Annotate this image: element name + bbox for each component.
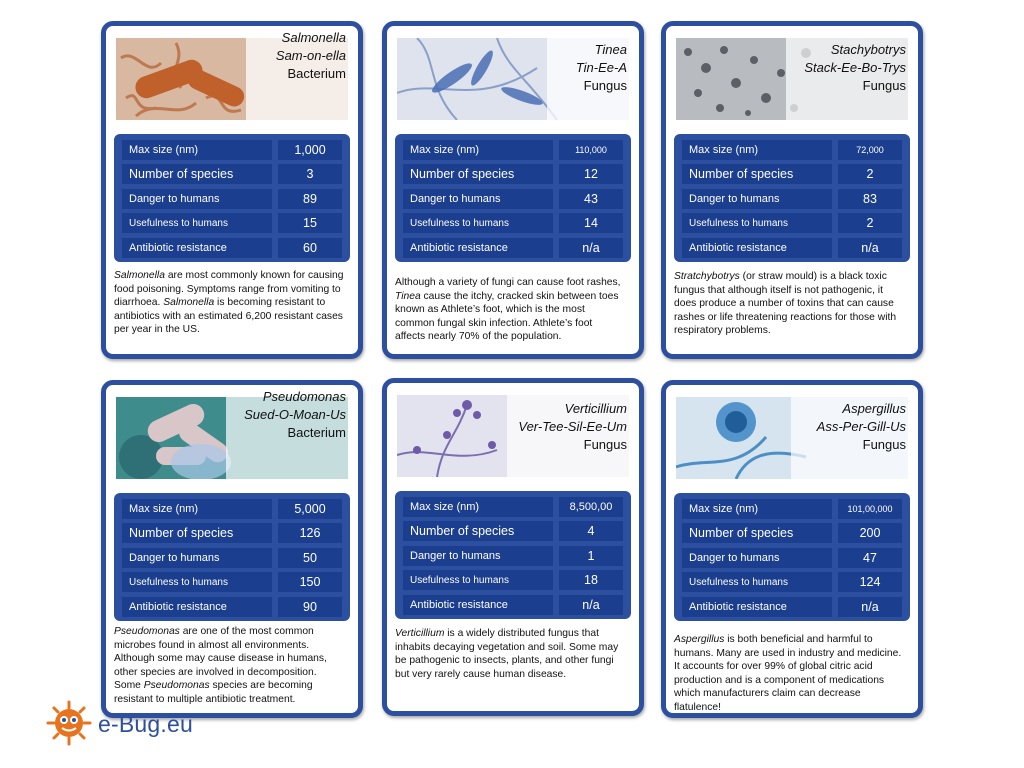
stat-row-max-size xyxy=(403,497,623,517)
name-block xyxy=(518,386,627,454)
stat-value: 200 xyxy=(838,523,902,543)
stat-row-resistance xyxy=(403,238,623,258)
description xyxy=(114,269,344,337)
stat-row-danger xyxy=(682,548,902,568)
stat-value: n/a xyxy=(838,597,902,617)
stat-value: n/a xyxy=(559,595,623,615)
description-text: (or straw mould) is a black toxic fungus that although itself is not pathogenic, it does produce a number of toxins that can cause rashes or life threatening reactions for those with respiratory problems. xyxy=(674,271,897,336)
stats-panel xyxy=(674,134,910,262)
pronunciation: Sam-on-ella xyxy=(275,48,346,63)
stat-row-species xyxy=(682,523,902,543)
stat-label: Max size (nm) xyxy=(682,499,832,519)
stat-value: 3 xyxy=(278,164,342,184)
stat-row-species xyxy=(682,164,902,184)
pronunciation: Ver-Tee-Sil-Ee-Um xyxy=(518,419,627,434)
stat-value: 89 xyxy=(278,189,342,209)
name-block xyxy=(276,29,346,83)
stat-value: 83 xyxy=(838,189,902,209)
microbe-card-pseudomonas xyxy=(101,380,363,718)
stat-row-resistance xyxy=(682,238,902,258)
stat-label: Antibiotic resistance xyxy=(122,597,272,617)
microbe-card-tinea xyxy=(382,21,644,359)
stat-value: 2 xyxy=(838,213,902,233)
stat-label: Antibiotic resistance xyxy=(682,238,832,258)
stat-value: 72,000 xyxy=(838,140,902,160)
stat-value: 2 xyxy=(838,164,902,184)
stat-value: 124 xyxy=(838,572,902,592)
stat-row-species xyxy=(403,521,623,541)
stat-row-resistance xyxy=(122,597,342,617)
stat-row-usefulness xyxy=(682,572,902,592)
stat-label: Danger to humans xyxy=(403,546,553,566)
stats-panel xyxy=(395,491,631,619)
stat-label: Usefulness to humans xyxy=(403,570,553,590)
description-text: are one of the most common microbes found in almost all environments. Although some may cause disease in humans, other species are involved in decomposition. Some xyxy=(114,626,327,691)
stats-panel xyxy=(114,493,350,621)
microbe-type: Fungus xyxy=(862,78,906,93)
description-italic-term: Aspergillus xyxy=(674,634,725,645)
microbe-type: Bacterium xyxy=(287,425,346,440)
description xyxy=(674,270,904,338)
description-italic-term: Stratchybotrys xyxy=(674,271,740,282)
stat-value: 15 xyxy=(278,213,342,233)
stat-value: 90 xyxy=(278,597,342,617)
microbe-type: Fungus xyxy=(583,78,627,93)
stats-panel xyxy=(395,134,631,262)
stat-row-usefulness xyxy=(403,570,623,590)
microbe-card-stachybotrys xyxy=(661,21,923,359)
pronunciation: Tin-Ee-A xyxy=(575,60,627,75)
stat-value: 4 xyxy=(559,521,623,541)
stat-value: 1,000 xyxy=(278,140,342,160)
stat-label: Number of species xyxy=(122,523,272,543)
stat-value: 60 xyxy=(278,238,342,258)
stat-value: 47 xyxy=(838,548,902,568)
stats-panel xyxy=(114,134,350,262)
stat-label: Danger to humans xyxy=(122,548,272,568)
stat-row-resistance xyxy=(403,595,623,615)
description-text: is a widely distributed fungus that inhabits decaying vegetation and soil. Some may be pathogenic to insects, plants, and other fungi but very rarely cause human disease. xyxy=(395,628,619,680)
stat-label: Antibiotic resistance xyxy=(122,238,272,258)
description xyxy=(114,625,344,706)
stat-label: Danger to humans xyxy=(122,189,272,209)
stat-value: 43 xyxy=(559,189,623,209)
microbe-name: Pseudomonas xyxy=(262,389,346,404)
description-italic-term: Pseudomonas xyxy=(143,680,210,691)
stat-row-resistance xyxy=(122,238,342,258)
stat-label: Antibiotic resistance xyxy=(682,597,832,617)
stat-label: Max size (nm) xyxy=(403,140,553,160)
description-text: Although a variety of fungi can cause foot rashes, xyxy=(395,277,621,288)
description-text: is both beneficial and harmful to humans. Many are used in industry and medicine. It accounts for over 99% of global citric acid production and is a component of medications which manufacturers claim can decrease flatulence! xyxy=(674,634,902,713)
stats-panel xyxy=(674,493,910,621)
stat-label: Antibiotic resistance xyxy=(403,238,553,258)
stat-value: 150 xyxy=(278,572,342,592)
microbe-card-salmonella xyxy=(101,21,363,359)
stat-row-usefulness xyxy=(122,572,342,592)
pronunciation: Sued-O-Moan-Us xyxy=(244,407,346,422)
ebug-logo-text: e-Bug.eu xyxy=(98,710,193,737)
description-italic-term: Pseudomonas xyxy=(114,626,180,637)
description-text: species are becoming resistant to multiple antibiotic treatment. xyxy=(114,680,313,705)
name-block xyxy=(244,388,346,442)
stat-label: Number of species xyxy=(682,164,832,184)
microbe-name: Tinea xyxy=(594,42,627,57)
microbe-card-verticillium xyxy=(382,378,644,716)
stat-row-species xyxy=(122,523,342,543)
microbe-name: Stachybotrys xyxy=(830,42,906,57)
stat-row-max-size xyxy=(403,140,623,160)
description-italic-term: Tinea xyxy=(395,290,421,302)
stat-label: Max size (nm) xyxy=(122,499,272,519)
stat-row-resistance xyxy=(682,597,902,617)
name-block xyxy=(817,388,906,454)
stat-value: 101,00,000 xyxy=(838,499,902,519)
stat-label: Number of species xyxy=(403,164,553,184)
stat-label: Danger to humans xyxy=(682,548,832,568)
stat-row-max-size xyxy=(682,499,902,519)
microbe-name: Verticillium xyxy=(564,401,627,416)
microbe-type: Fungus xyxy=(583,437,627,452)
stat-value: n/a xyxy=(838,238,902,258)
description-italic-term: Salmonella xyxy=(163,297,215,308)
stat-row-usefulness xyxy=(403,213,623,233)
stat-row-danger xyxy=(122,189,342,209)
description xyxy=(395,276,625,344)
ebug-mascot-icon xyxy=(44,698,94,748)
stat-value: 5,000 xyxy=(278,499,342,519)
stat-value: 50 xyxy=(278,548,342,568)
stat-label: Danger to humans xyxy=(682,189,832,209)
stat-value: 1 xyxy=(559,546,623,566)
description-italic-term: Salmonella xyxy=(114,270,165,281)
stat-row-danger xyxy=(122,548,342,568)
stat-value: n/a xyxy=(559,238,623,258)
pronunciation: Stack-Ee-Bo-Trys xyxy=(804,60,906,75)
microbe-name: Aspergillus xyxy=(842,401,906,416)
stat-label: Usefulness to humans xyxy=(403,213,553,233)
description-italic-term: Verticillium xyxy=(395,628,445,639)
stat-label: Danger to humans xyxy=(403,189,553,209)
stat-value: 18 xyxy=(559,570,623,590)
description xyxy=(674,633,904,714)
stat-row-danger xyxy=(403,546,623,566)
stat-row-usefulness xyxy=(122,213,342,233)
description xyxy=(395,627,625,681)
stat-label: Number of species xyxy=(682,523,832,543)
stat-row-max-size xyxy=(122,499,342,519)
stat-row-max-size xyxy=(122,140,342,160)
description-text: cause the itchy, cracked skin between toes known as Athlete’s foot, which is the most common fungal skin infection. Athlete’s foot affects nearly 70% of the population. xyxy=(395,290,619,342)
microbe-name: Salmonella xyxy=(281,30,346,45)
stat-row-species xyxy=(403,164,623,184)
stat-value: 126 xyxy=(278,523,342,543)
stat-row-max-size xyxy=(682,140,902,160)
stat-row-danger xyxy=(403,189,623,209)
stat-value: 14 xyxy=(559,213,623,233)
stat-value: 8,500,00 xyxy=(559,497,623,517)
stat-row-danger xyxy=(682,189,902,209)
stat-label: Usefulness to humans xyxy=(682,572,832,592)
description-text: is becoming resistant to antibiotics with an estimated 6,200 resistant cases per year in the US. xyxy=(114,297,343,335)
microbe-card-aspergillus xyxy=(661,380,923,718)
stat-row-species xyxy=(122,164,342,184)
stat-row-usefulness xyxy=(682,213,902,233)
stat-label: Usefulness to humans xyxy=(122,572,272,592)
stat-label: Max size (nm) xyxy=(682,140,832,160)
stat-label: Usefulness to humans xyxy=(682,213,832,233)
stat-value: 110,000 xyxy=(559,140,623,160)
stat-value: 12 xyxy=(559,164,623,184)
stat-label: Usefulness to humans xyxy=(122,213,272,233)
stat-label: Number of species xyxy=(122,164,272,184)
name-block xyxy=(576,29,627,95)
pronunciation: Ass-Per-Gill-Us xyxy=(816,419,906,434)
microbe-type: Bacterium xyxy=(287,66,346,81)
ebug-logo[interactable] xyxy=(44,700,193,748)
stat-label: Max size (nm) xyxy=(403,497,553,517)
stat-label: Number of species xyxy=(403,521,553,541)
name-block xyxy=(804,29,906,95)
stat-label: Max size (nm) xyxy=(122,140,272,160)
stat-label: Antibiotic resistance xyxy=(403,595,553,615)
description-text: are most commonly known for causing food poisoning. Symptoms range from vomiting to diarrhoea. xyxy=(114,270,344,308)
microbe-type: Fungus xyxy=(862,437,906,452)
